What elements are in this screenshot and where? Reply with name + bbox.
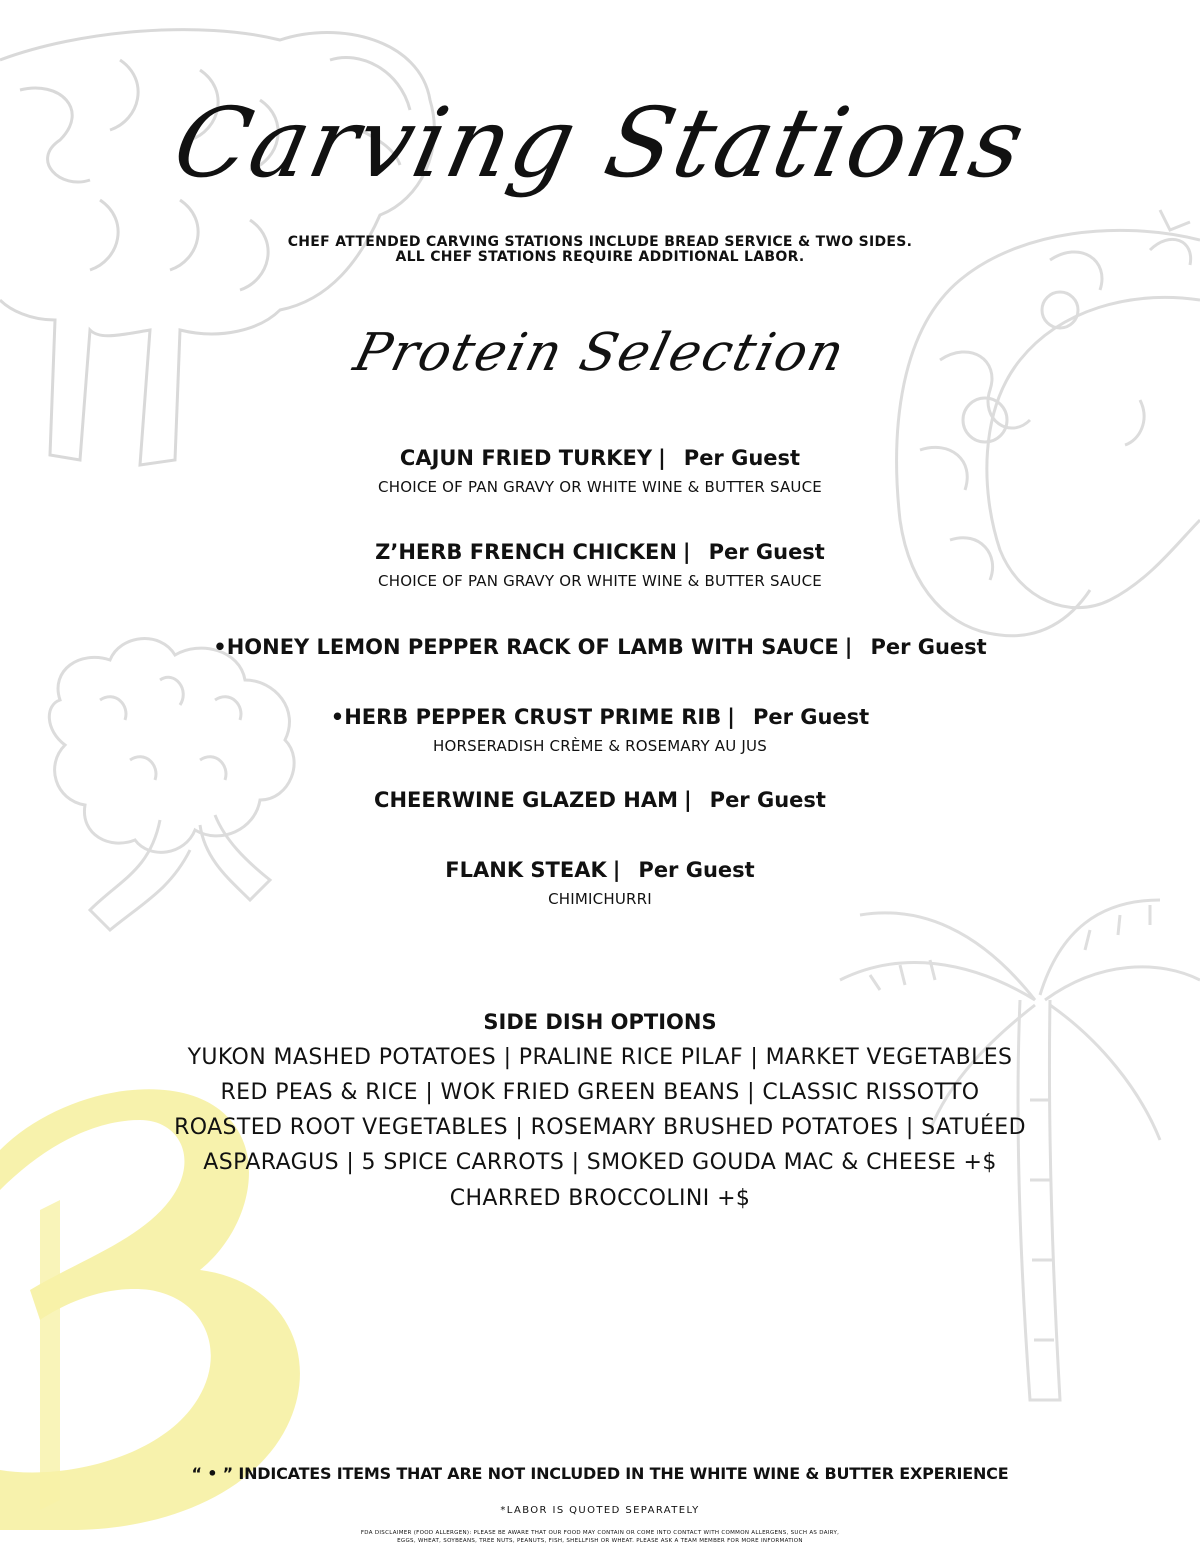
item-description: CHIMICHURRI: [548, 890, 652, 908]
item-name: •HONEY LEMON PEPPER RACK OF LAMB WITH SAUCE: [213, 635, 839, 659]
sides-line-1: YUKON MASHED POTATOES | PRALINE RICE PILAF | MARKET VEGETABLES: [187, 1045, 1013, 1070]
sides-line-3: ROASTED ROOT VEGETABLES | ROSEMARY BRUSHED POTATOES | SATUÉED: [174, 1115, 1026, 1140]
intro-line-1: CHEF ATTENDED CARVING STATIONS INCLUDE BREAD SERVICE & TWO SIDES.: [287, 234, 913, 250]
item-price: Per Guest: [870, 635, 987, 659]
item-price: Per Guest: [683, 446, 801, 470]
protein-section-title: Protein Selection: [348, 323, 852, 383]
item-name: •HERB PEPPER CRUST PRIME RIB: [330, 705, 722, 729]
menu-item-cajun-fried-turkey: [0, 444, 1200, 472]
fda-disclaimer-line-1: FDA DISCLAIMER (FOOD ALLERGEN): PLEASE BE AWARE THAT OUR FOOD MAY CONTAIN OR COME INTO CONTACT WITH COMMON ALLERGENS, SUCH AS DAIRY,: [360, 1530, 840, 1536]
page-title: Carving Stations: [164, 87, 1036, 199]
menu-item-rack-of-lamb: [0, 633, 1200, 661]
menu-item-cheerwine-glazed-ham: [0, 786, 1200, 814]
item-separator: |: [684, 788, 692, 812]
item-description: CHOICE OF PAN GRAVY OR WHITE WINE & BUTTER SAUCE: [378, 478, 822, 496]
item-separator: |: [844, 635, 853, 659]
item-name: CHEERWINE GLAZED HAM: [374, 788, 678, 812]
labor-note: *LABOR IS QUOTED SEPARATELY: [500, 1505, 700, 1516]
item-description: HORSERADISH CRÈME & ROSEMARY AU JUS: [433, 737, 767, 755]
item-description: CHOICE OF PAN GRAVY OR WHITE WINE & BUTTER SAUCE: [378, 572, 822, 590]
sides-heading: SIDE DISH OPTIONS: [483, 1010, 717, 1034]
item-price: Per Guest: [752, 705, 870, 729]
item-separator: |: [658, 446, 666, 470]
menu-item-prime-rib: [0, 703, 1200, 731]
item-price: Per Guest: [638, 858, 755, 882]
sides-line-4: ASPARAGUS | 5 SPICE CARROTS | SMOKED GOUDA MAC & CHEESE +$: [203, 1150, 997, 1175]
intro-line-2: ALL CHEF STATIONS REQUIRE ADDITIONAL LABOR.: [395, 249, 805, 265]
menu-item-zherb-french-chicken: [0, 538, 1200, 566]
bullet-footnote: “ • ” INDICATES ITEMS THAT ARE NOT INCLUDED IN THE WHITE WINE & BUTTER EXPERIENCE: [191, 1464, 1009, 1483]
item-name: CAJUN FRIED TURKEY: [399, 446, 653, 470]
sides-line-5: CHARRED BROCCOLINI +$: [449, 1186, 751, 1211]
item-price: Per Guest: [709, 788, 826, 812]
menu-item-flank-steak: [0, 856, 1200, 884]
item-name: Z’HERB FRENCH CHICKEN: [375, 540, 677, 564]
item-separator: |: [727, 705, 735, 729]
item-separator: |: [612, 858, 621, 882]
item-separator: |: [682, 540, 691, 564]
sides-line-2: RED PEAS & RICE | WOK FRIED GREEN BEANS | CLASSIC RISSOTTO: [220, 1080, 980, 1105]
item-name: FLANK STEAK: [445, 858, 607, 882]
fda-disclaimer-line-2: EGGS, WHEAT, SOYBEANS, TREE NUTS, PEANUTS, FISH, SHELLFISH OR WHEAT. PLEASE ASK A TEAM MEMBER FOR MORE INFORMATION: [397, 1538, 803, 1544]
broccoli-illustration: [49, 639, 294, 930]
item-price: Per Guest: [708, 540, 825, 564]
